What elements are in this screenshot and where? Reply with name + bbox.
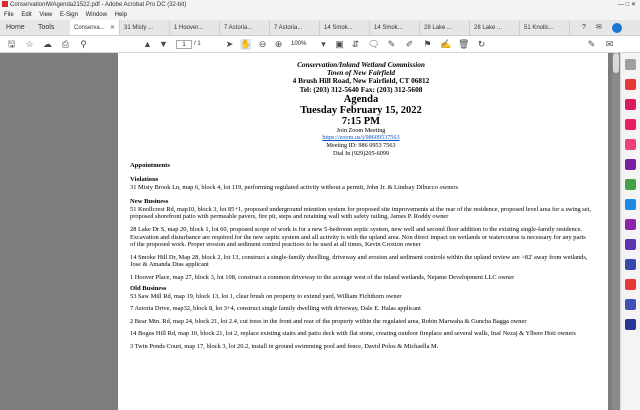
upload-cloud-icon[interactable]: ☁	[43, 39, 52, 49]
tab-doc[interactable]: 7 Astoria...	[270, 20, 320, 36]
page-total: / 1	[194, 41, 201, 47]
tab-doc[interactable]: 7 Astoria...	[220, 20, 270, 36]
menu-help[interactable]: Help	[114, 12, 127, 18]
zoom-link[interactable]: https://zoom.us/j/98609537563	[322, 134, 400, 142]
pdf-page[interactable]	[118, 53, 608, 410]
protect-icon[interactable]	[625, 279, 636, 290]
right-tools-panel	[620, 53, 640, 410]
zoom-dropdown-icon[interactable]: ▾	[321, 39, 326, 49]
request-signature-icon[interactable]	[625, 239, 636, 250]
combine-files-icon[interactable]	[625, 159, 636, 170]
new-business-item: 1 Hoover Place, map 27, block 3, lot 108, construct a common driveway to the acreage west of the inland wetlands, Nejame Development LLC owner	[130, 273, 515, 281]
zoom-level[interactable]: 100%	[291, 41, 307, 47]
help-icon[interactable]: ?	[582, 24, 586, 31]
new-business-item: 51 Knollcrest Rd, map10, block 3, lot 85+1, proposed underground retention system for proposed site improvements at the rear of the residence, proposed level area for a swing set, proposed shorefront patio with permeable pavers, fire pit, steps and retaining wall with safety railing, James P. Roddy owner	[130, 205, 592, 221]
edit-pdf-icon[interactable]	[625, 119, 636, 130]
menu-edit[interactable]: Edit	[21, 12, 32, 18]
export-pdf-icon[interactable]	[625, 79, 636, 90]
zoom-out-icon[interactable]: ⊖	[258, 39, 267, 49]
delete-icon[interactable]: 🗑	[458, 39, 470, 49]
page-number-input[interactable]: 1	[176, 40, 192, 49]
tab-doc[interactable]: 14 Smok...	[320, 20, 370, 36]
new-business-item: 14 Smoke Hill Dr, Map 28, block 2, lot 13, construct a single-family dwelling, driveway and erosion and sediment controls within the upland review are >82' away from wetlands, Jose & Amanda Dias applicant	[130, 253, 588, 269]
violations-heading: Violations	[130, 176, 159, 184]
old-business-item: 2 Bear Mtn. Rd, map 24, block 21, lot 2.4, cut trees in the front and rear of the property within the regulated area, Robin Marwaha & Guncha Bagga owner	[130, 317, 527, 325]
zoom-link-row	[130, 134, 592, 142]
violation-item: 31 Misty Brook Ln, map 6, block 4, lot 119, performing regulated activity without a permit, John Jr. & Lindsay Dibucco owners	[130, 184, 458, 192]
draw-icon[interactable]: ✐	[405, 39, 414, 49]
meeting-id: Meeting ID: 986 0953 7563	[326, 142, 396, 149]
fit-page-icon[interactable]: ▣	[335, 39, 344, 49]
zoom-in-icon[interactable]: ⊕	[274, 39, 283, 49]
phone-fax: Tel: (203) 312-5640 Fax: (203) 312-5608	[299, 84, 423, 94]
highlight-pen-icon[interactable]: ✎	[387, 39, 396, 49]
save-icon[interactable]: 🖫	[7, 39, 16, 49]
hand-tool-icon[interactable]: ✋	[240, 39, 252, 49]
menubar	[0, 10, 640, 20]
tab-tools[interactable]: Tools	[38, 24, 55, 31]
fill-sign-icon[interactable]	[625, 219, 636, 230]
tab-label: Conserva...	[74, 25, 105, 31]
scrollbar-thumb[interactable]	[613, 53, 619, 73]
appointments-heading: Appointments	[130, 162, 170, 170]
toolbar	[0, 36, 640, 53]
window-title: ConservationIWAgenda21522.pdf - Adobe Acrobat Pro DC (32-bit)	[10, 2, 187, 8]
tab-doc[interactable]: 51 Knollc...	[520, 20, 570, 36]
new-business-item: 28 Lake Dr S, map 20, block 1, lot 60, proposed scope of work is for a new 5-bedroom septic system, new well and second floor addition to the existing single-family residence. Excavation and disturbance are required for the new septic system and all activity is with the upland area. Non direct impact on wetlands or watercourse is necessary for any parts of the proposed work. Proper erosion and sediment control practices to be used at all times, Kevin Croxton owner	[130, 225, 586, 249]
pen-share-icon[interactable]: ✎	[587, 39, 596, 49]
old-business-item: 7 Astoria Drive, map32, block 8, lot 3+4, construct single family dwelling with driveway, Dale E. Halas applicant	[130, 305, 421, 313]
select-cursor-icon[interactable]: ➤	[225, 39, 234, 49]
old-business-heading: Old Business	[130, 284, 167, 292]
tab-doc[interactable]: 14 Smok...	[370, 20, 420, 36]
tab-doc[interactable]: 28 Lake ...	[470, 20, 520, 36]
tab-doc[interactable]: 31 Misty ...	[120, 20, 170, 36]
bell-icon[interactable]: ✉	[596, 24, 602, 31]
rotate-icon[interactable]: ↻	[477, 39, 486, 49]
stamp-icon[interactable]: ⚑	[423, 39, 432, 49]
prepare-form-icon[interactable]	[625, 299, 636, 310]
organize-pages-icon[interactable]	[625, 179, 636, 190]
agenda-heading: Agenda	[343, 93, 379, 105]
old-business-item: 53 Saw Mill Rd, map 19, block 13, lot 1, clear brush on property to extend yard, William Fichthorn owner	[130, 292, 402, 300]
address: 4 Brush Hill Road, New Fairfield, CT 06812	[292, 76, 430, 86]
window-controls[interactable]: — □ ✕	[618, 2, 636, 8]
tab-doc[interactable]: 28 Lake ...	[420, 20, 470, 36]
town-name: Town of New Fairfield	[326, 68, 396, 78]
comment-tool-icon[interactable]	[625, 139, 636, 150]
meeting-date: Tuesday February 15, 2022	[300, 104, 422, 116]
acrobat-icon	[2, 1, 8, 7]
menu-esign[interactable]: E-Sign	[59, 12, 78, 18]
zoom-join-label: Join Zoom Meeting	[336, 126, 386, 134]
scan-ocr-icon[interactable]	[625, 259, 636, 270]
vertical-scrollbar[interactable]	[612, 53, 620, 410]
email-icon[interactable]: ✉	[605, 39, 614, 49]
page-down-icon[interactable]: ▼	[159, 39, 168, 49]
window-titlebar	[0, 0, 640, 10]
scroll-mode-icon[interactable]: ⇵	[351, 39, 360, 49]
old-business-item: 14 Bogus Hill Rd, map 10, block 21, lot 2, replace existing stairs and patio deck with flat stone, creating outdoor fireplace and several walls, Inaf Nezaj & Ylbere Hoti owners	[130, 330, 576, 338]
search-tool-icon[interactable]	[625, 59, 636, 70]
meeting-time: 7:15 PM	[341, 115, 381, 127]
search-icon[interactable]: ⚲	[80, 39, 87, 49]
page-up-icon[interactable]: ▲	[143, 39, 152, 49]
tab-bar	[0, 20, 640, 36]
print-icon[interactable]: ⎙	[61, 39, 70, 49]
comment-icon[interactable]: 🗨	[368, 39, 380, 49]
create-pdf-icon[interactable]	[625, 99, 636, 110]
menu-view[interactable]: View	[39, 12, 53, 18]
tab-doc-active[interactable]	[70, 20, 120, 36]
menu-file[interactable]: File	[4, 12, 14, 18]
menu-window[interactable]: Window	[85, 12, 107, 18]
avatar[interactable]	[612, 23, 622, 33]
redact-icon[interactable]	[625, 199, 636, 210]
old-business-item: 3 Twin Ponds Court, map 17, block 3, lot 20.2, install in ground swimming pool and fence, David Polos & Michaella M.	[130, 342, 439, 350]
tab-home[interactable]: Home	[6, 24, 25, 31]
close-icon[interactable]: ✕	[109, 25, 115, 31]
sign-icon[interactable]: ✍	[440, 39, 452, 49]
tab-doc[interactable]: 1 Hoover...	[170, 20, 220, 36]
more-tools-icon[interactable]	[625, 319, 636, 330]
new-business-heading: New Business	[130, 197, 169, 205]
commission-name: Conservation/Inland Wetland Commission	[297, 60, 425, 69]
bookmark-star-icon[interactable]: ☆	[25, 39, 34, 49]
dial-in: Dial In (929)205-6099	[332, 149, 390, 157]
